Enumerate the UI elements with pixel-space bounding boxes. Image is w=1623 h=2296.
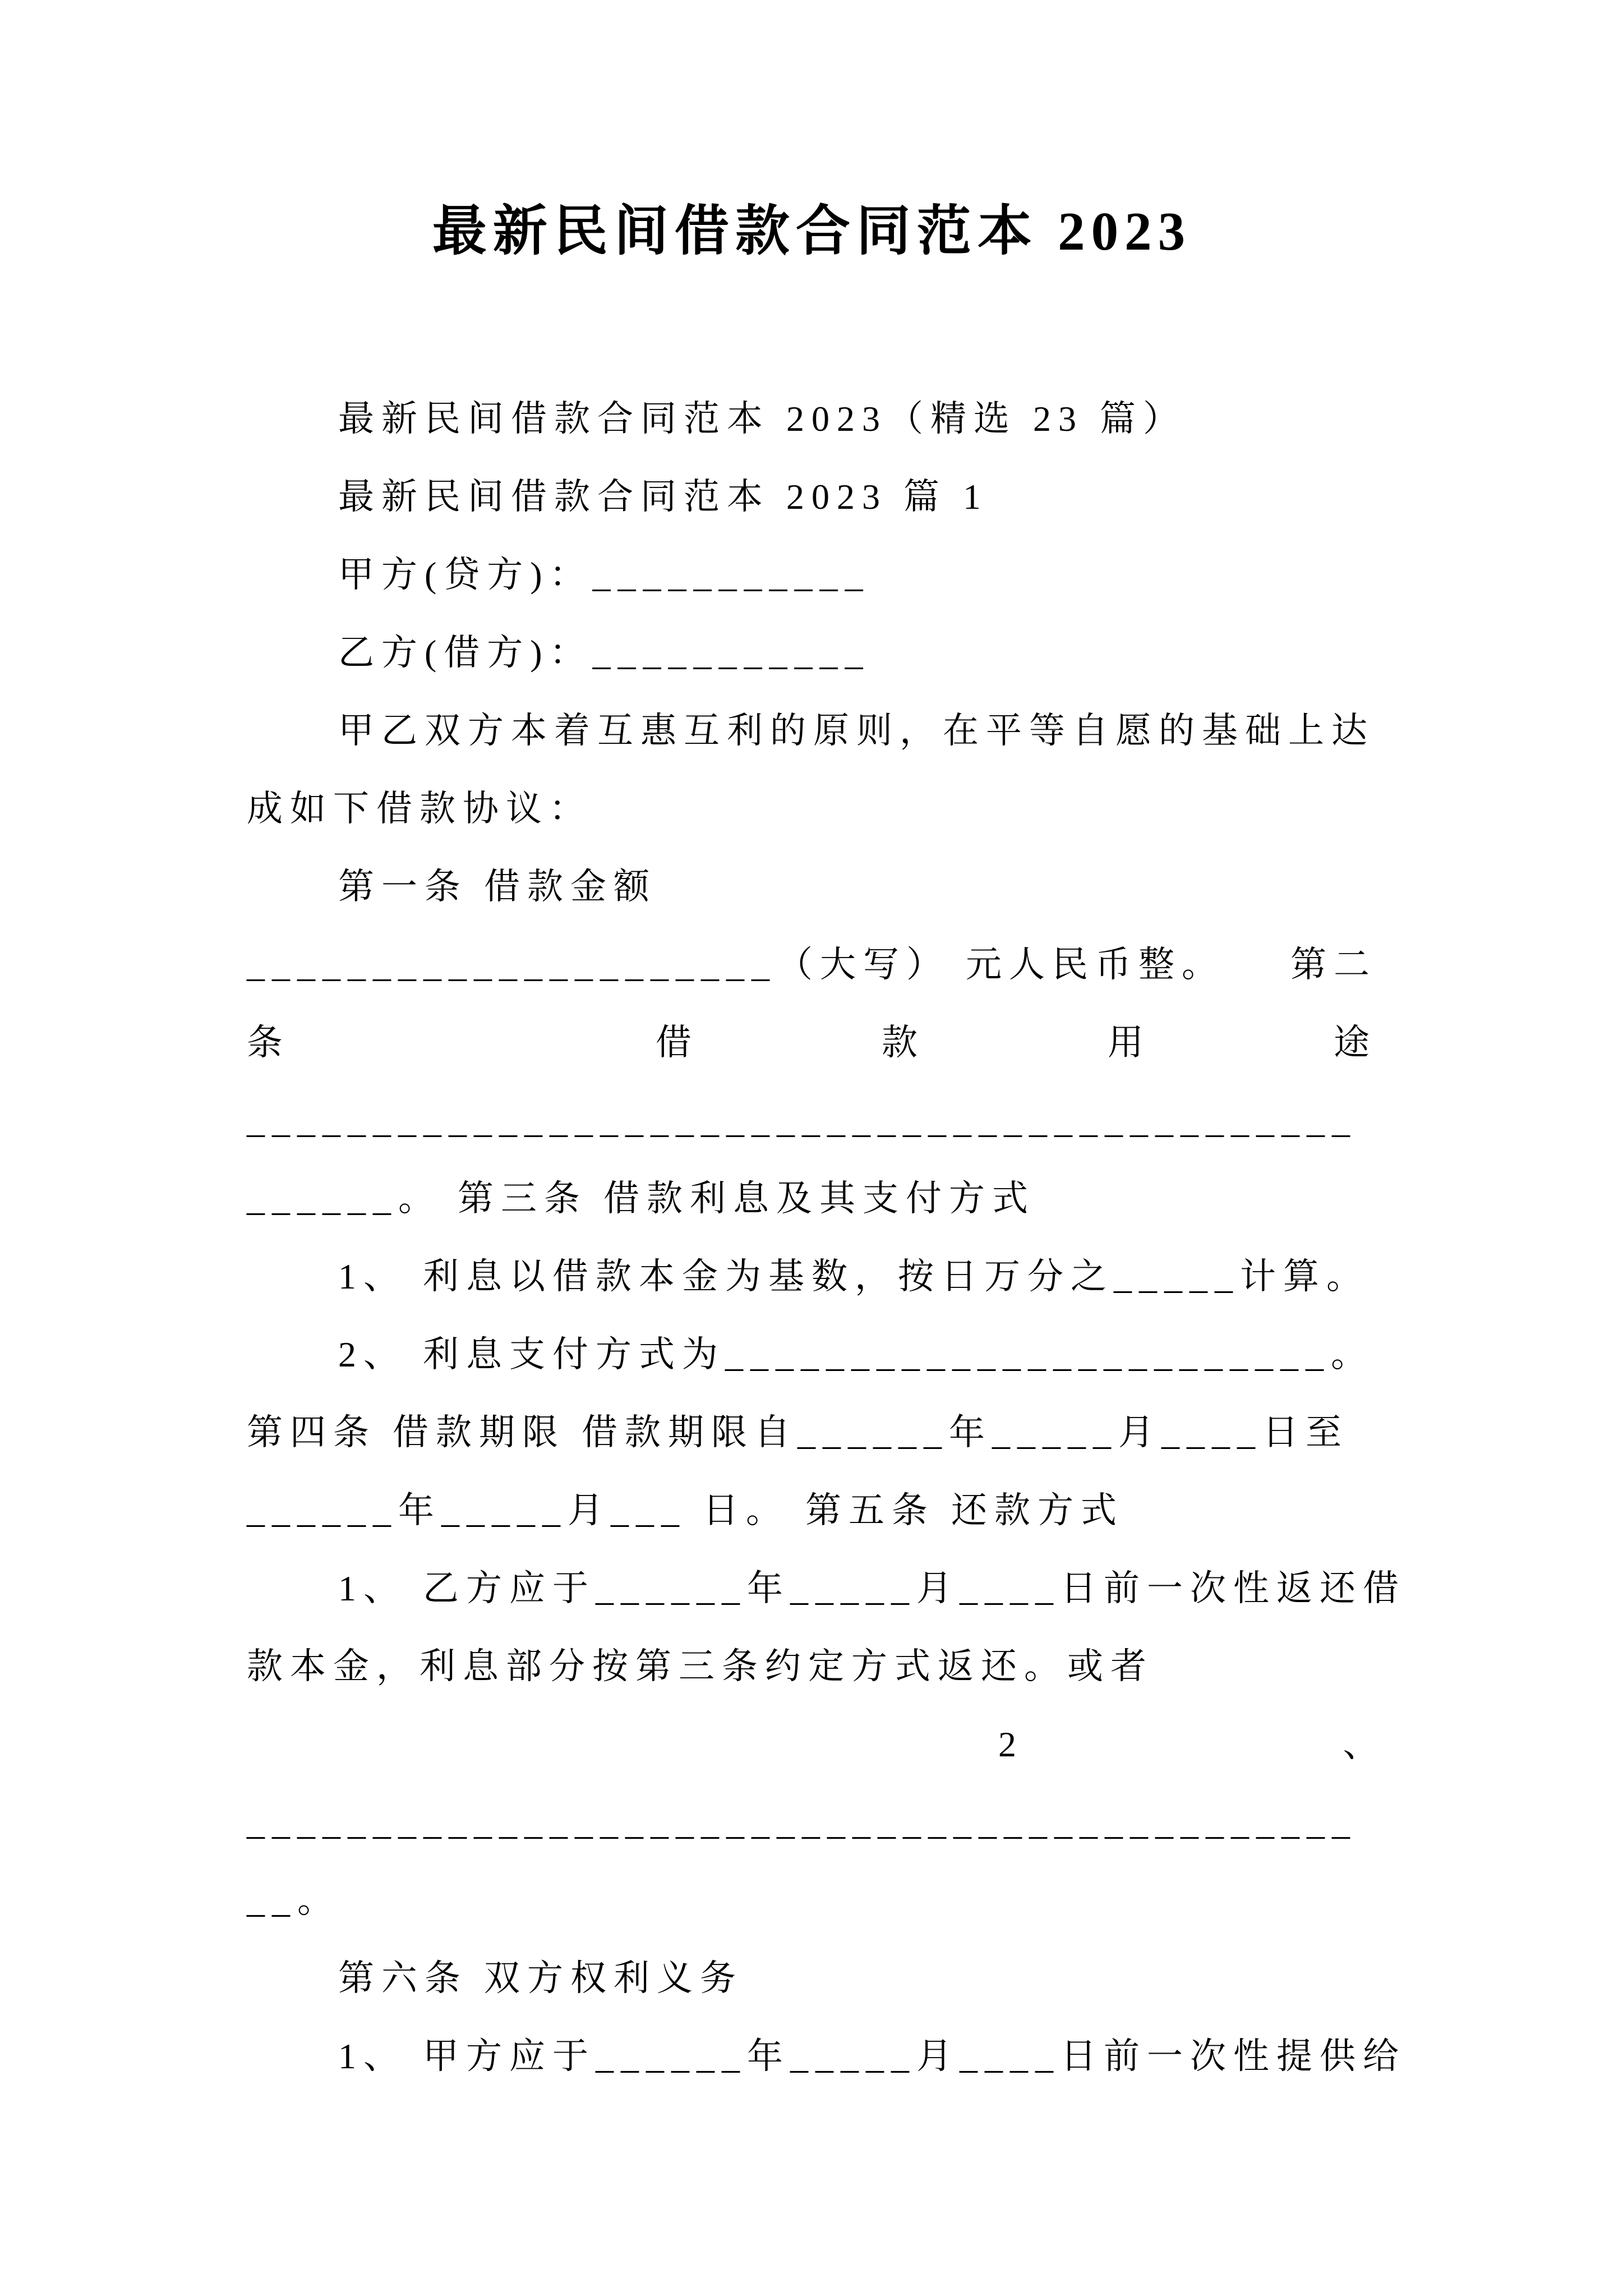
text-line: 1、 乙方应于______年_____月____日前一次性返还借 bbox=[338, 1568, 1406, 1608]
text-line: 第一条 借款金额 bbox=[338, 866, 657, 907]
text-line bbox=[247, 1705, 1386, 1783]
spread-char: 条 bbox=[247, 1022, 290, 1062]
text-line: 乙方(借方)：___________ bbox=[338, 632, 870, 673]
page-number: 2 bbox=[998, 1724, 1023, 1764]
text-line: 2、 利息支付方式为________________________。 bbox=[338, 1334, 1374, 1374]
text-line: ____________________________________________ bbox=[247, 1100, 1357, 1140]
page-number-punctuation: 、 bbox=[1343, 1724, 1386, 1764]
document-title: 最新民间借款合同范本 2023 bbox=[432, 201, 1192, 261]
text-line: 成如下借款协议： bbox=[247, 788, 592, 829]
spread-char: 借 bbox=[656, 1022, 699, 1062]
text-line: ______年_____月___ 日。 第五条 还款方式 bbox=[247, 1490, 1124, 1530]
text-line bbox=[247, 1004, 1377, 1082]
text-line: 甲乙双方本着互惠互利的原则，在平等自愿的基础上达 bbox=[338, 710, 1375, 751]
body-lines bbox=[247, 380, 1406, 2095]
line-right-segment: 第二 bbox=[1290, 944, 1377, 984]
text-line: 1、 利息以借款本金为基数，按日万分之_____计算。 bbox=[338, 1256, 1370, 1296]
text-line: 第四条 借款期限 借款期限自______年_____月____日至 bbox=[247, 1412, 1349, 1452]
text-line: 最新民间借款合同范本 2023（精选 23 篇） bbox=[338, 398, 1186, 439]
text-line bbox=[247, 926, 1377, 1004]
text-line: ______。 第三条 借款利息及其支付方式 bbox=[247, 1178, 1035, 1218]
text-line: __。 bbox=[247, 1880, 340, 1920]
text-line: 最新民间借款合同范本 2023 篇 1 bbox=[338, 476, 988, 517]
text-line: 第六条 双方权利义务 bbox=[338, 1958, 743, 1998]
spread-char: 用 bbox=[1108, 1022, 1151, 1062]
spread-char: 途 bbox=[1334, 1022, 1377, 1062]
spread-char: 款 bbox=[882, 1022, 925, 1062]
line-left-segment: _____________________（大写） 元人民币整。 bbox=[247, 944, 1225, 984]
text-line: 款本金，利息部分按第三条约定方式返还。或者 bbox=[247, 1646, 1154, 1686]
text-line: 甲方(贷方)：___________ bbox=[338, 554, 870, 595]
text-line: ____________________________________________ bbox=[247, 1802, 1357, 1842]
text-line: 1、 甲方应于______年_____月____日前一次性提供给 bbox=[338, 2036, 1406, 2076]
